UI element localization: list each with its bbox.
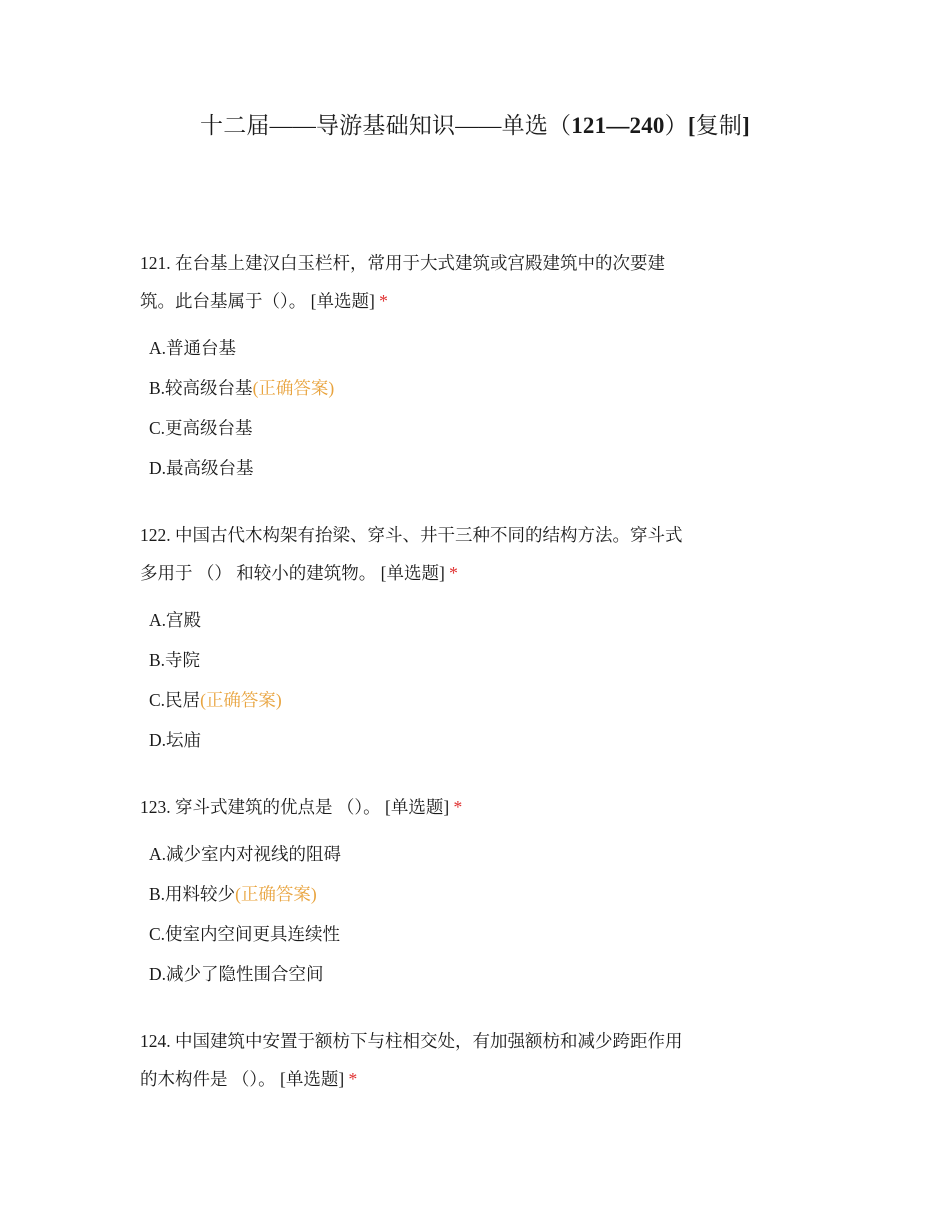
- copy-link[interactable]: 复制: [695, 113, 743, 138]
- required-star: *: [379, 291, 388, 311]
- question-stem: 124. 中国建筑中安置于额枋下与柱相交处，有加强额枋和减少跨距作用的木构件是 （）。: [140, 1031, 683, 1089]
- question-text: [140, 244, 690, 320]
- correct-answer-tag: (正确答案): [252, 378, 335, 398]
- option-d[interactable]: [149, 954, 700, 994]
- question-121: [140, 244, 700, 488]
- title-part-2: 121—240: [571, 113, 665, 138]
- question-122: [140, 516, 700, 760]
- question-stem: 121. 在台基上建汉白玉栏杆，常用于大式建筑或宫殿建筑中的次要建筑。此台基属于（）。: [140, 253, 665, 311]
- question-text: [140, 516, 690, 592]
- option-list: [140, 328, 700, 488]
- question-stem: 122. 中国古代木构架有抬梁、穿斗、井干三种不同的结构方法。穿斗式多用于 （） 和较小的建筑物。: [140, 525, 683, 583]
- option-label: D.减少了隐性围合空间: [149, 964, 324, 984]
- option-a[interactable]: [149, 328, 700, 368]
- question-text: [140, 788, 690, 826]
- question-type: [单选题]: [310, 291, 375, 311]
- correct-answer-tag: (正确答案): [235, 884, 317, 904]
- question-stem: 123. 穿斗式建筑的优点是 （）。: [140, 797, 381, 817]
- title-part-4: [: [687, 113, 696, 138]
- title-part-6: ]: [742, 113, 750, 138]
- question-type: [单选题]: [380, 563, 445, 583]
- title-part-3: ）: [664, 113, 688, 138]
- required-star: *: [453, 797, 463, 817]
- question-124: [140, 1022, 700, 1098]
- required-star: *: [449, 563, 458, 583]
- option-label: C.民居: [149, 690, 201, 710]
- option-list: [140, 600, 700, 760]
- question-type: [单选题]: [385, 797, 450, 817]
- option-label: A.减少室内对视线的阻碍: [149, 844, 342, 864]
- option-c[interactable]: [149, 914, 700, 954]
- option-b[interactable]: [149, 368, 700, 408]
- question-list: [140, 244, 700, 1126]
- option-label: C.使室内空间更具连续性: [149, 924, 341, 944]
- correct-answer-tag: (正确答案): [200, 690, 282, 710]
- option-label: A.普通台基: [149, 338, 237, 358]
- option-label: D.最高级台基: [149, 458, 254, 478]
- option-b[interactable]: [149, 640, 700, 680]
- option-label: C.更高级台基: [149, 418, 253, 438]
- question-type: [单选题]: [280, 1069, 345, 1089]
- option-c[interactable]: [149, 408, 700, 448]
- option-d[interactable]: [149, 448, 700, 488]
- option-label: A.宫殿: [149, 610, 202, 630]
- option-b[interactable]: [149, 874, 700, 914]
- option-d[interactable]: [149, 720, 700, 760]
- question-text: [140, 1022, 690, 1098]
- title-part-1: 十二届——导游基础知识——单选（: [200, 113, 572, 138]
- question-123: [140, 788, 700, 994]
- option-label: B.用料较少: [149, 884, 236, 904]
- option-label: D.坛庙: [149, 730, 202, 750]
- required-star: *: [348, 1069, 358, 1089]
- option-list: [140, 834, 700, 994]
- option-label: B.较高级台基: [149, 378, 253, 398]
- option-a[interactable]: [149, 834, 700, 874]
- option-a[interactable]: [149, 600, 700, 640]
- page-title: [0, 108, 950, 144]
- option-c[interactable]: [149, 680, 700, 720]
- option-label: B.寺院: [149, 650, 201, 670]
